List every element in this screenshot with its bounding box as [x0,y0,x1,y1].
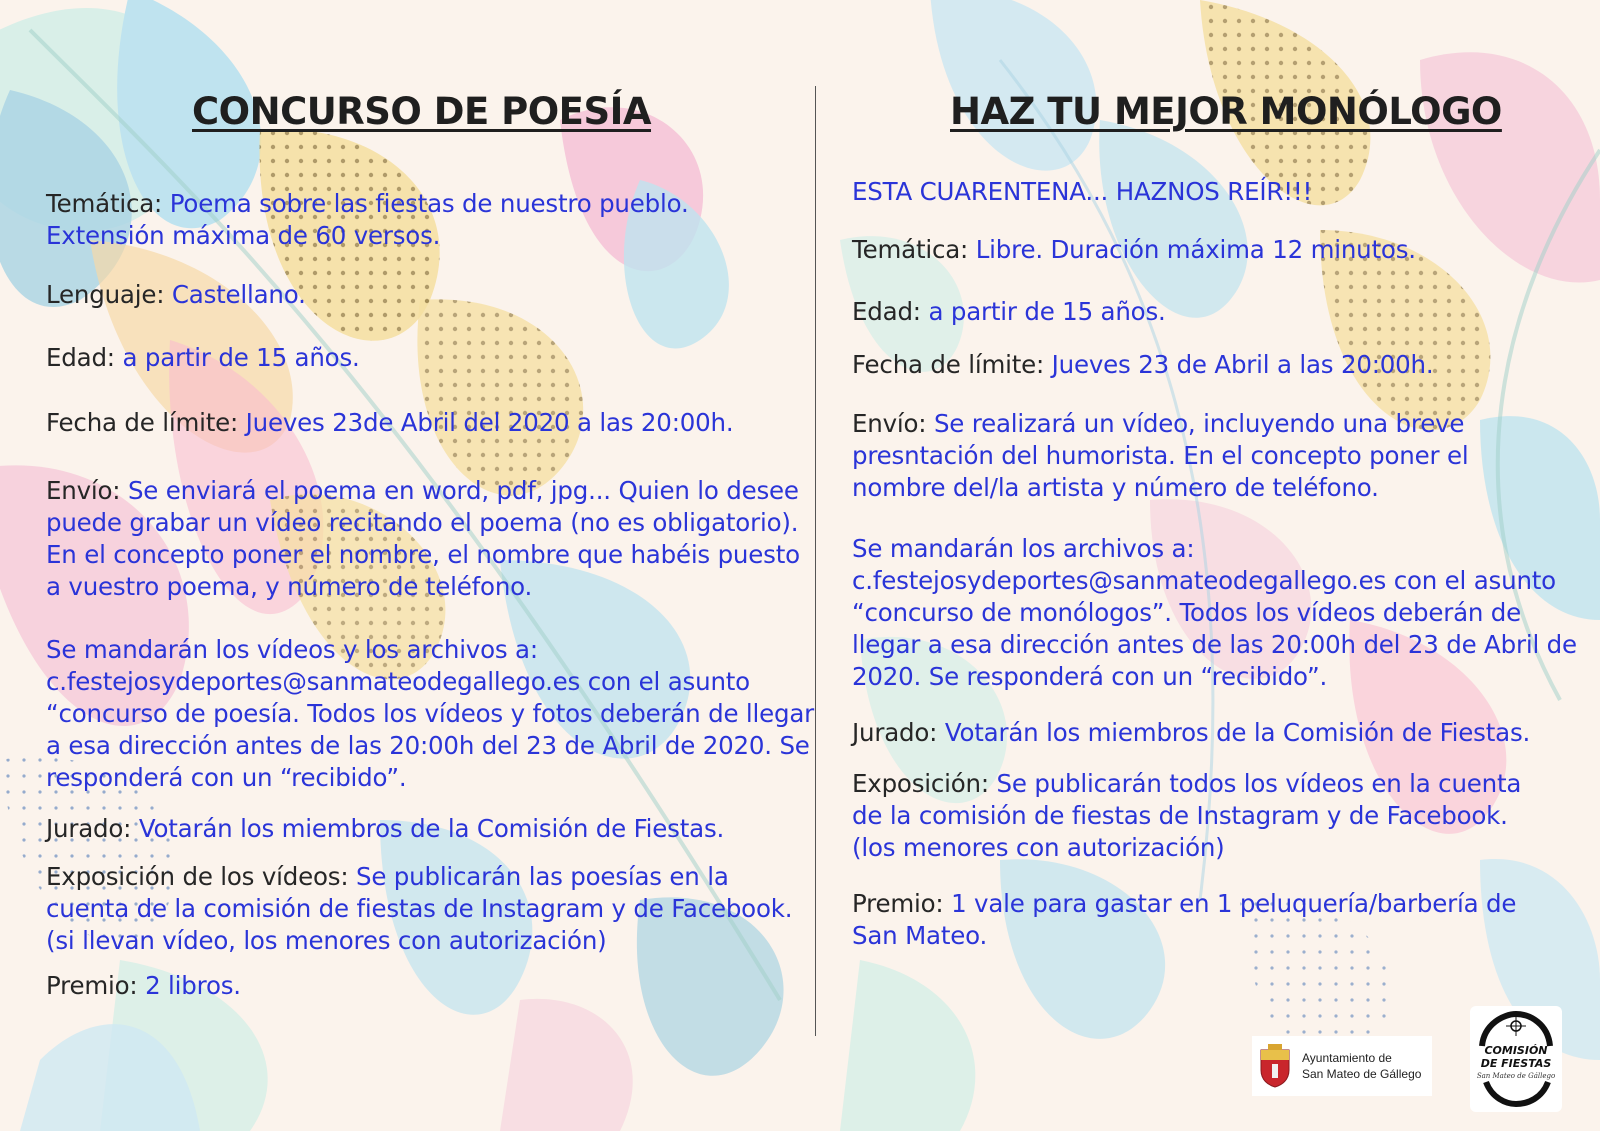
value: Jueves 23de Abril del 2020 a las 20:00h. [245,408,734,437]
right-premio [852,888,1552,952]
poetry-contest-title: CONCURSO DE POESÍA [192,90,652,133]
value: Se publicarán las poesías en la cuenta de la comisión de fiestas de Instagram y de Facebook. (si llevan vídeo, los menores con autorización) [46,862,793,955]
value: Castellano. [171,280,306,309]
label: Envío: [46,476,128,505]
ayuntamiento-logo [1252,1036,1432,1096]
label: Premio: [46,971,146,1000]
left-lenguaje [46,279,806,311]
label: Temática: [852,235,976,264]
left-archivos [46,634,816,794]
label: Exposición de los vídeos: [46,862,356,891]
label: Fecha de límite: [852,350,1052,379]
left-jurado [46,813,816,845]
left-edad [46,342,806,374]
label: Envío: [852,409,934,438]
right-jurado [852,717,1592,749]
monologue-contest-title: HAZ TU MEJOR MONÓLOGO [950,90,1502,133]
label: Jurado: [852,718,945,747]
right-fecha-limite [852,349,1592,381]
value: Votarán los miembros de la Comisión de Fiestas. [138,814,725,843]
comision-subtitle: San Mateo de Gállego [1476,1072,1556,1080]
left-fecha-limite [46,407,816,439]
value: a partir de 15 años. [928,297,1166,326]
coat-of-arms-icon [1258,1044,1292,1088]
value: Se publicarán todos los vídeos en la cuenta de la comisión de fiestas de Instagram y de Facebook. (los menores con autorización) [852,769,1522,862]
value: 1 vale para gastar en 1 peluquería/barbería de San Mateo. [852,889,1517,950]
value: Votarán los miembros de la Comisión de Fiestas. [944,718,1531,747]
right-archivos [852,533,1592,693]
value: Se enviará el poema en word, pdf, jpg... Quien lo desee puede grabar un vídeo recitando el poema (no es obligatorio). En el concepto poner el nombre, el nombre que habéis puesto a vuestro poema, y número de teléfono. [46,476,800,601]
label: Fecha de límite: [46,408,246,437]
ayuntamiento-line1: Ayuntamiento de [1302,1051,1392,1065]
label: Temática: [46,189,170,218]
comision-line1: COMISIÓN [1484,1044,1548,1057]
label: Jurado: [46,814,139,843]
right-tagline [852,176,1592,208]
value: Jueves 23 de Abril a las 20:00h. [1051,350,1434,379]
comision-title [1470,1044,1562,1070]
label: Exposición: [852,769,997,798]
right-exposicion [852,768,1552,864]
left-tematica [46,188,746,252]
value: Poema sobre las fiestas de nuestro pueblo. Extensión máxima de 60 versos. [46,189,689,250]
label: Lenguaje: [46,280,172,309]
label: Edad: [852,297,929,326]
value: Se mandarán los archivos a: c.festejosydeportes@sanmateodegallego.es con el asunto “concurso de monólogos”. Todos los vídeos deberán de llegar a esa dirección antes de las 20:00h del 23 de Abril de 2020. Se responderá con un “recibido”. [852,534,1577,691]
value: ESTA CUARENTENA... HAZNOS REÍR!!! [852,177,1313,206]
value: Libre. Duración máxima 12 minutos. [975,235,1416,264]
left-exposicion [46,861,806,957]
left-envio [46,475,816,603]
value: Se realizará un vídeo, incluyendo una breve presntación del humorista. En el concepto poner el nombre del/la artista y número de teléfono. [852,409,1469,502]
value: 2 libros. [145,971,241,1000]
left-premio [46,970,806,1002]
label: Edad: [46,343,123,372]
ayuntamiento-line2: San Mateo de Gállego [1302,1067,1422,1081]
comision-line2: DE FIESTAS [1480,1057,1552,1070]
label: Premio: [852,889,952,918]
value: a partir de 15 años. [122,343,360,372]
ayuntamiento-text [1302,1050,1421,1082]
right-tematica [852,234,1592,266]
right-edad [852,296,1592,328]
right-envio [852,408,1542,504]
value: Se mandarán los vídeos y los archivos a: c.festejosydeportes@sanmateodegallego.es con el asunto “concurso de poesía. Todos los vídeos y fotos deberán de llegar a esa dirección antes de las 20:00h del 23 de Abril de 2020. Se responderá con un “recibido”. [46,635,815,792]
comision-fiestas-logo [1470,1006,1562,1112]
